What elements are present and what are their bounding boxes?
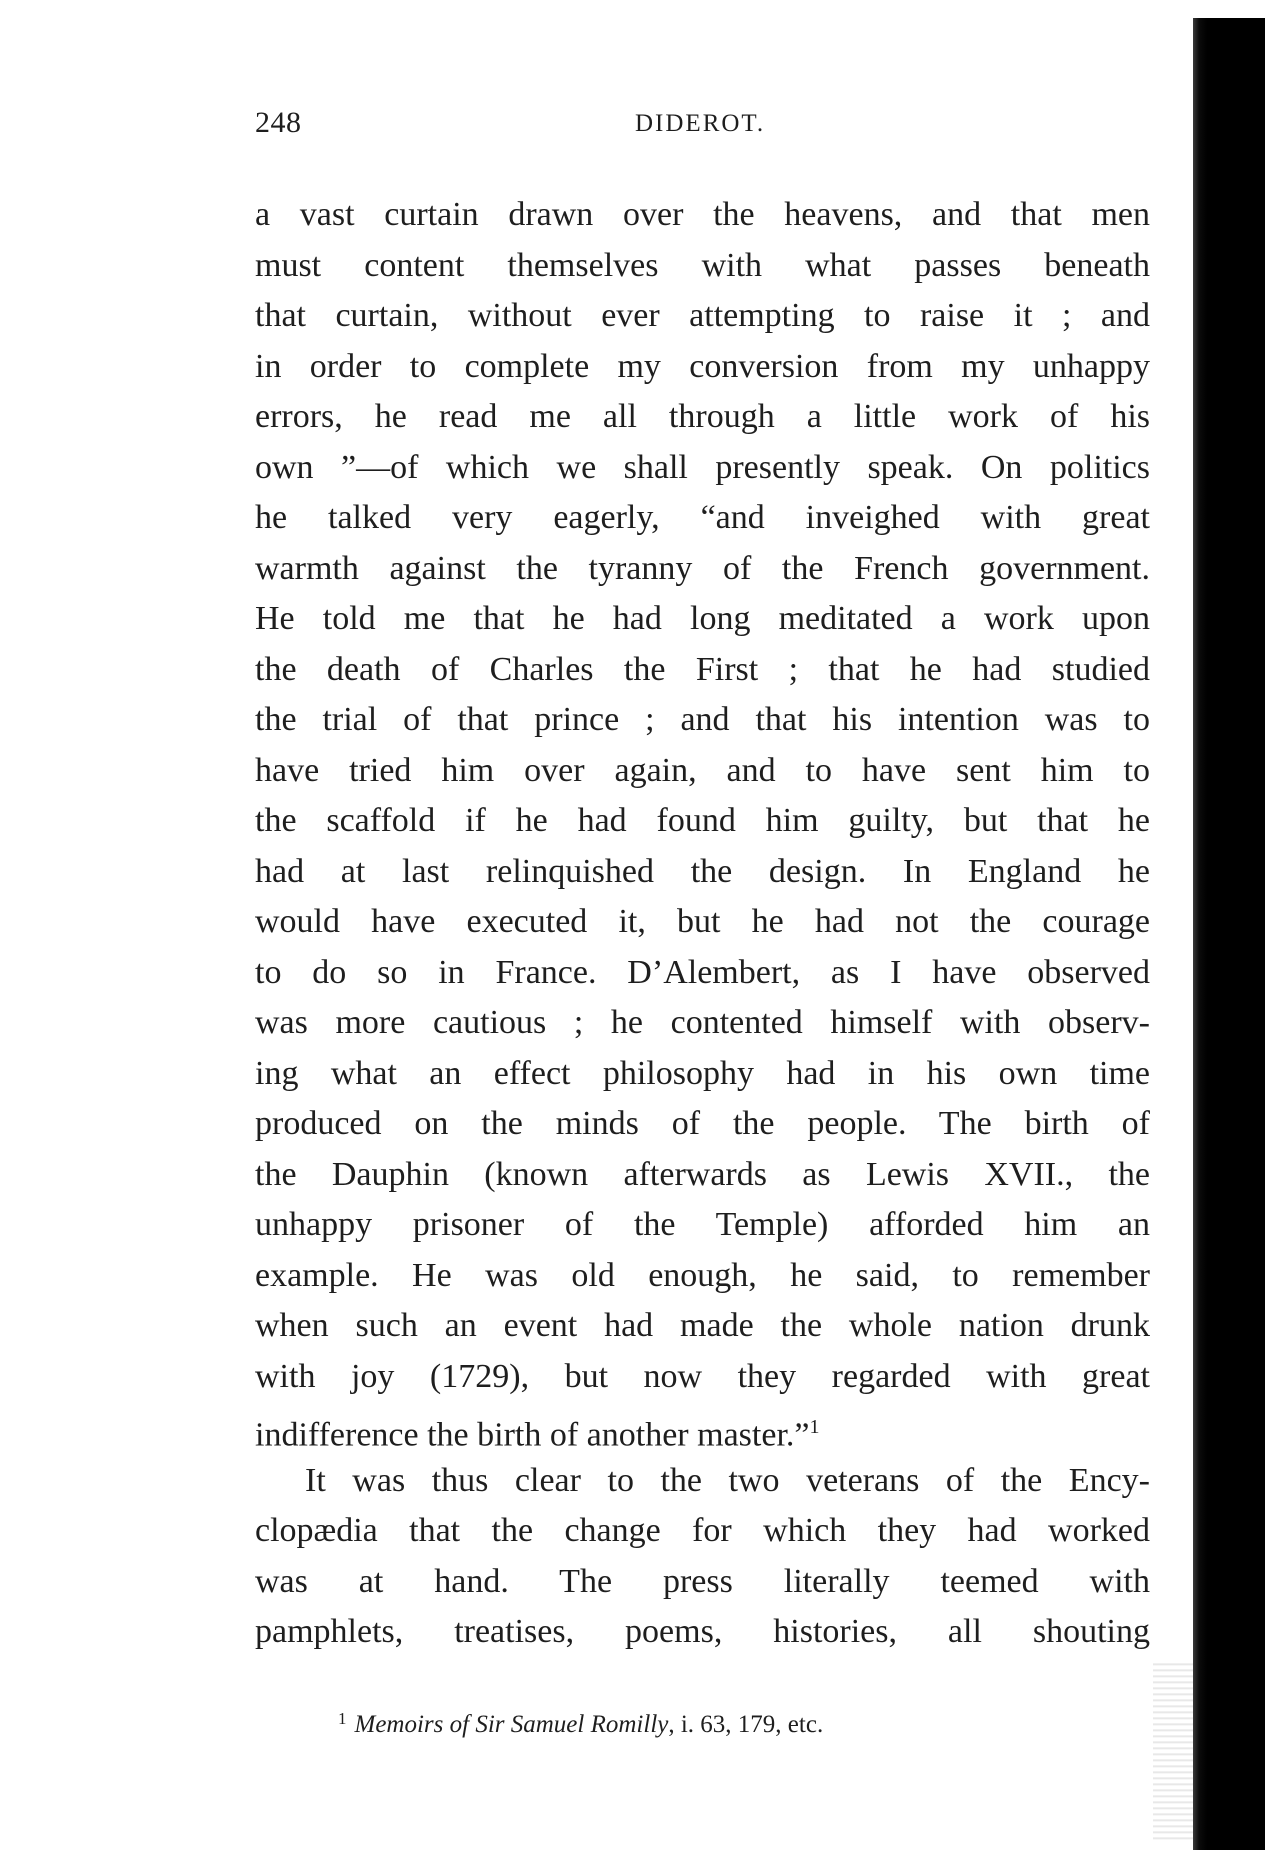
text-line: errors, he read me all through a little work of his xyxy=(255,398,1150,435)
text-line: own ”—of which we shall presently speak. On politics xyxy=(255,448,1150,486)
scan-binding-edge xyxy=(1193,18,1265,1850)
text-line: pamphlets, treatises, poems, histories, all shouting xyxy=(255,1613,1150,1650)
text-line: unhappy prisoner of the Temple) afforded him an xyxy=(255,1206,1150,1243)
text-line: was more cautious ; he contented himself with observ- xyxy=(255,1004,1150,1041)
running-head xyxy=(255,106,1150,146)
text-line: that curtain, without ever attempting to raise it ; and xyxy=(255,297,1150,334)
text-line: warmth against the tyranny of the French government. xyxy=(255,549,1150,587)
text-line: the trial of that prince ; and that his intention was to xyxy=(255,701,1150,738)
text-line-last xyxy=(255,1402,1150,1453)
text-line: with joy (1729), but now they regarded with great xyxy=(255,1357,1150,1395)
text-line: when such an event had made the whole nation drunk xyxy=(255,1307,1150,1344)
text-line: produced on the minds of the people. The birth of xyxy=(255,1105,1150,1142)
footnote-marker: 1 xyxy=(338,1709,347,1728)
text-line: clopædia that the change for which they had worked xyxy=(255,1512,1150,1549)
text-line: the Dauphin (known afterwards as Lewis XVII., the xyxy=(255,1155,1150,1193)
paragraph-1 xyxy=(255,190,1150,1453)
running-title: DIDEROT. xyxy=(635,110,766,137)
text-line: in order to complete my conversion from my unhappy xyxy=(255,347,1150,385)
text-line: the scaffold if he had found him guilty, but that he xyxy=(255,802,1150,839)
footnote-source-title: Memoirs of Sir Samuel Romilly xyxy=(354,1711,669,1738)
page-number: 248 xyxy=(255,106,302,139)
text-line: example. He was old enough, he said, to remember xyxy=(255,1256,1150,1294)
footnote-reference[interactable]: 1 xyxy=(809,1416,820,1438)
text-line: must content themselves with what passes beneath xyxy=(255,246,1150,284)
body-text xyxy=(255,190,1150,1658)
text-line: would have executed it, but he had not the courage xyxy=(255,903,1150,940)
scan-speckle xyxy=(1153,1660,1193,1840)
text-line: It was thus clear to the two veterans of the Ency- xyxy=(305,1461,1150,1499)
text-line: the death of Charles the First ; that he had studied xyxy=(255,650,1150,688)
text-line: ing what an effect philosophy had in his own time xyxy=(255,1054,1150,1092)
text-line-content: indifference the birth of another master.” xyxy=(255,1416,810,1454)
text-line: have tried him over again, and to have sent him to xyxy=(255,751,1150,789)
text-line: was at hand. The press literally teemed with xyxy=(255,1562,1150,1600)
footnote-citation: , i. 63, 179, etc. xyxy=(668,1711,824,1738)
paragraph-2 xyxy=(255,1456,1150,1658)
footnote xyxy=(338,1709,1138,1739)
text-line: a vast curtain drawn over the heavens, and that men xyxy=(255,196,1150,233)
text-line: he talked very eagerly, “and inveighed with great xyxy=(255,499,1150,536)
text-line: He told me that he had long meditated a work upon xyxy=(255,600,1150,637)
text-line: had at last relinquished the design. In England he xyxy=(255,852,1150,890)
text-line: to do so in France. D’Alembert, as I have observed xyxy=(255,953,1150,991)
